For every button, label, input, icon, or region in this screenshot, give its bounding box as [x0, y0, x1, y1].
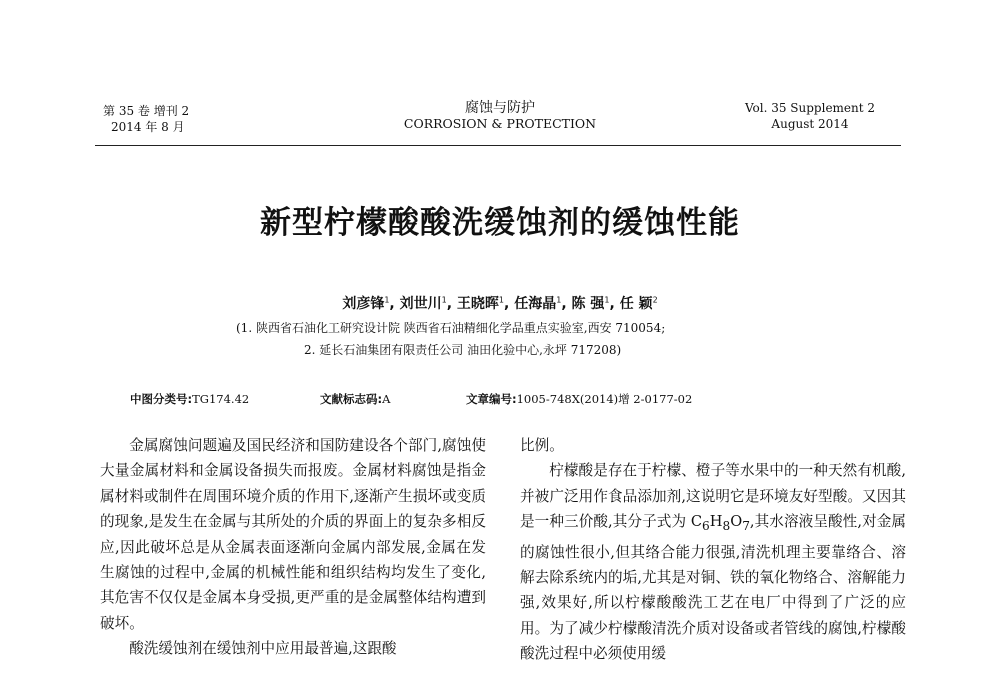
article-number	[466, 391, 692, 407]
document-code-label: 文献标志码:	[320, 392, 383, 406]
clc-number	[130, 391, 249, 407]
author-name: 刘世川	[399, 296, 442, 312]
header-date-cn: 2014 年 8 月	[111, 120, 185, 134]
formula-subscript: 6	[702, 519, 710, 534]
author-name: 陈 强	[571, 296, 605, 312]
body-paragraph	[520, 458, 906, 666]
formula-element: O	[730, 513, 743, 531]
affiliation-2: 2. 延长石油集团有限责任公司 油田化验中心,永坪 717208)	[304, 343, 622, 357]
body-text: ,其水溶液呈酸性,对金属的腐蚀性很小,但其络合能力很强,清洗机理主要靠络合、溶解去除系统内的垢,尤其是对铜、铁的氧化物络合、溶解能力强,效果好,所以柠檬酸酸洗工艺在电厂中得到了广泛的应用。为了减少柠檬酸清洗介质对设备或者管线的腐蚀,柠檬酸酸洗过程中必须使用缓	[520, 513, 907, 663]
header-volume-en: Vol. 35 Supplement 2	[744, 101, 876, 115]
body-column-left	[100, 433, 486, 662]
document-code-value: A	[382, 392, 391, 406]
author-name: 任海晶	[514, 296, 557, 312]
body-column-right	[520, 433, 906, 667]
author-affiliation-mark: 1	[441, 295, 447, 305]
header-left	[103, 103, 189, 135]
author-affiliation-mark: 2	[652, 295, 658, 305]
header-volume-cn: 第 35 卷 增刊 2	[103, 104, 190, 118]
article-number-label: 文章编号:	[466, 392, 517, 406]
header-rule	[95, 145, 901, 146]
body-paragraph: 酸洗缓蚀剂在缓蚀剂中应用最普遍,这跟酸	[129, 640, 397, 658]
author-affiliation-mark: 1	[556, 295, 562, 305]
author-affiliation-mark: 1	[498, 295, 505, 305]
body-paragraph: 比例。	[520, 437, 564, 454]
author-name: 刘彦锋	[342, 296, 385, 312]
author-name: 任 颖	[619, 296, 653, 312]
affiliation-1: (1. 陕西省石油化工研究设计院 陕西省石油精细化学品重点实验室,西安 710054;	[236, 321, 666, 335]
document-code	[320, 391, 390, 407]
author-name: 王晓晖	[456, 296, 499, 312]
author-affiliation-mark: 1	[384, 295, 390, 305]
body-paragraph: 金属腐蚀问题遍及国民经济和国防建设各个部门,腐蚀使大量金属材料和金属设备损失而报废。金属材料腐蚀是指金属材料或制件在周围环境介质的作用下,逐渐产生损坏或变质的现象,是发生在金属与其所处的介质的界面上的复杂多相反应,因此破坏总是从金属表面逐渐向金属内部发展,金属在发生腐蚀的过程中,金属的机械性能和组织结构均发生了变化,其危害不仅仅是金属本身受损,更严重的是金属整体结构遭到破坏。	[100, 437, 486, 632]
author-affiliation-mark: 1	[604, 295, 610, 305]
journal-name-en: CORROSION & PROTECTION	[403, 116, 597, 131]
paper-title: 新型柠檬酸酸洗缓蚀剂的缓蚀性能	[260, 205, 740, 241]
journal-name-cn: 腐蚀与防护	[465, 100, 535, 116]
article-number-value: 1005-748X(2014)增 2-0177-02	[516, 392, 693, 406]
body-text: 柠檬酸是存在于柠檬、橙子等水果中的一种天然有机酸,并被广泛用作食品添加剂,这说明它是环境友好型酸。又因其是一种三价酸,其分子式为 C	[520, 462, 906, 531]
clc-value: TG174.42	[192, 392, 250, 406]
header-center	[360, 100, 640, 132]
formula-element: H	[709, 513, 723, 531]
formula-subscript: 8	[722, 519, 731, 534]
header-right	[710, 100, 910, 132]
formula-subscript: 7	[742, 519, 750, 534]
header-date-en: August 2014	[771, 117, 849, 131]
author-list: 刘彦锋$^1$, 刘世川$^1$, 王晓晖$^1$, 任海晶$^1$, 陈 强$^1$, 任 颖$^2$	[342, 295, 658, 312]
clc-label: 中图分类号:	[130, 392, 193, 406]
